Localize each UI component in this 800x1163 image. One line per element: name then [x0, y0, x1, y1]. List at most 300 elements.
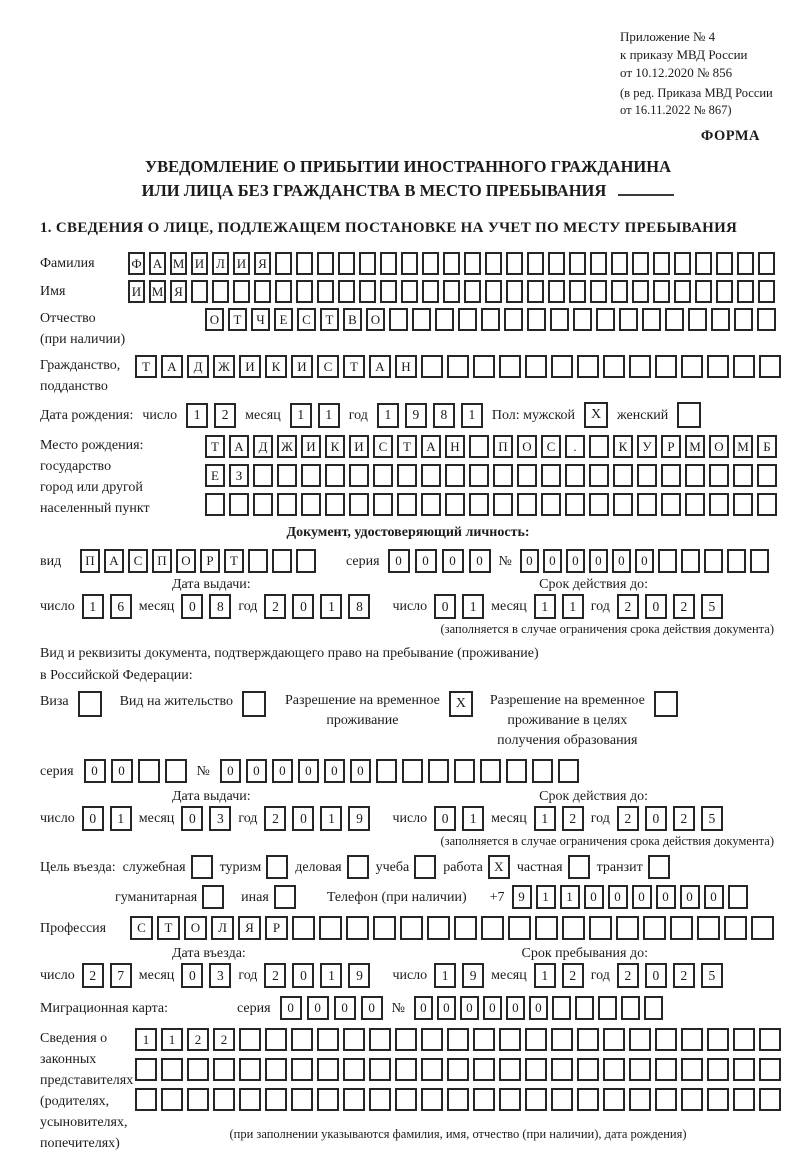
char-cell[interactable]: М [733, 435, 753, 458]
char-cell[interactable] [473, 1058, 495, 1081]
char-cell[interactable]: Ф [128, 252, 145, 275]
char-cell[interactable] [202, 885, 224, 909]
char-cell[interactable] [674, 280, 691, 303]
char-cell[interactable] [317, 252, 334, 275]
char-cell[interactable] [517, 493, 537, 516]
char-cell[interactable] [499, 1058, 521, 1081]
char-cell[interactable] [527, 280, 544, 303]
char-cell[interactable]: 3 [209, 806, 231, 831]
char-cell[interactable]: 8 [209, 594, 231, 619]
char-cell[interactable] [296, 549, 316, 573]
char-cell[interactable]: И [191, 252, 208, 275]
char-cell[interactable] [541, 493, 561, 516]
char-cell[interactable] [629, 355, 651, 378]
char-cell[interactable]: О [366, 308, 385, 331]
patronymic-grid[interactable] [205, 308, 776, 331]
char-cell[interactable] [319, 916, 342, 940]
char-cell[interactable] [397, 493, 417, 516]
char-cell[interactable]: 2 [562, 963, 584, 988]
char-cell[interactable] [589, 464, 609, 487]
char-cell[interactable]: 6 [110, 594, 132, 619]
char-cell[interactable]: 0 [220, 759, 241, 783]
iddoc-issue-year[interactable] [264, 594, 370, 619]
char-cell[interactable] [551, 1058, 573, 1081]
char-cell[interactable] [506, 252, 523, 275]
char-cell[interactable]: 2 [617, 594, 639, 619]
char-cell[interactable] [369, 1028, 391, 1051]
char-cell[interactable] [517, 464, 537, 487]
char-cell[interactable] [688, 308, 707, 331]
stay-until-year[interactable] [617, 963, 723, 988]
char-cell[interactable] [707, 355, 729, 378]
char-cell[interactable]: 2 [617, 963, 639, 988]
iddoc-number-grid[interactable] [520, 549, 769, 573]
char-cell[interactable]: 5 [701, 963, 723, 988]
char-cell[interactable]: 0 [434, 806, 456, 831]
char-cell[interactable]: 2 [264, 594, 286, 619]
char-cell[interactable] [677, 402, 701, 428]
representatives-grid-2[interactable] [135, 1058, 781, 1081]
char-cell[interactable] [681, 1058, 703, 1081]
char-cell[interactable] [506, 280, 523, 303]
char-cell[interactable]: 0 [82, 806, 104, 831]
char-cell[interactable]: 0 [292, 594, 314, 619]
char-cell[interactable] [603, 355, 625, 378]
char-cell[interactable] [445, 464, 465, 487]
char-cell[interactable] [751, 916, 774, 940]
char-cell[interactable] [493, 464, 513, 487]
char-cell[interactable] [349, 493, 369, 516]
char-cell[interactable] [291, 1028, 313, 1051]
char-cell[interactable] [613, 464, 633, 487]
char-cell[interactable] [401, 252, 418, 275]
char-cell[interactable]: 0 [645, 594, 667, 619]
char-cell[interactable]: 0 [414, 996, 433, 1020]
char-cell[interactable] [734, 308, 753, 331]
char-cell[interactable]: 1 [560, 885, 580, 909]
char-cell[interactable] [681, 549, 700, 573]
char-cell[interactable] [562, 916, 585, 940]
char-cell[interactable]: 1 [462, 806, 484, 831]
char-cell[interactable] [421, 355, 443, 378]
char-cell[interactable] [655, 1028, 677, 1051]
char-cell[interactable] [272, 549, 292, 573]
char-cell[interactable]: 1 [534, 806, 556, 831]
char-cell[interactable]: 0 [442, 549, 464, 573]
char-cell[interactable] [317, 1088, 339, 1111]
char-cell[interactable] [338, 280, 355, 303]
char-cell[interactable] [674, 252, 691, 275]
char-cell[interactable] [187, 1088, 209, 1111]
char-cell[interactable]: 1 [536, 885, 556, 909]
char-cell[interactable]: Л [212, 252, 229, 275]
firstname-grid[interactable] [128, 280, 775, 303]
iddoc-issue-day[interactable] [82, 594, 132, 619]
char-cell[interactable]: 1 [320, 594, 342, 619]
char-cell[interactable] [301, 493, 321, 516]
char-cell[interactable]: 0 [181, 806, 203, 831]
char-cell[interactable] [525, 1028, 547, 1051]
char-cell[interactable] [681, 1088, 703, 1111]
char-cell[interactable] [575, 996, 594, 1020]
birthdate-day-grid[interactable] [186, 403, 236, 428]
char-cell[interactable]: И [349, 435, 369, 458]
char-cell[interactable] [711, 308, 730, 331]
purpose-chastnaya-checkbox[interactable] [568, 855, 590, 879]
char-cell[interactable]: 0 [529, 996, 548, 1020]
char-cell[interactable] [359, 252, 376, 275]
char-cell[interactable]: X [449, 691, 473, 717]
char-cell[interactable] [445, 493, 465, 516]
char-cell[interactable]: 2 [82, 963, 104, 988]
char-cell[interactable] [707, 1058, 729, 1081]
char-cell[interactable] [422, 252, 439, 275]
char-cell[interactable]: 9 [348, 963, 370, 988]
char-cell[interactable] [253, 464, 273, 487]
char-cell[interactable] [402, 759, 423, 783]
char-cell[interactable]: А [104, 549, 124, 573]
char-cell[interactable]: 0 [181, 963, 203, 988]
char-cell[interactable] [661, 464, 681, 487]
char-cell[interactable] [568, 855, 590, 879]
char-cell[interactable] [373, 916, 396, 940]
char-cell[interactable] [598, 996, 617, 1020]
char-cell[interactable]: А [369, 355, 391, 378]
char-cell[interactable]: Н [395, 355, 417, 378]
char-cell[interactable] [551, 355, 573, 378]
representatives-grid-1[interactable] [135, 1028, 781, 1051]
char-cell[interactable] [527, 308, 546, 331]
char-cell[interactable] [421, 1088, 443, 1111]
char-cell[interactable] [428, 759, 449, 783]
char-cell[interactable] [317, 1058, 339, 1081]
char-cell[interactable]: 0 [334, 996, 356, 1020]
char-cell[interactable]: 0 [350, 759, 371, 783]
visa-checkbox[interactable] [78, 691, 102, 717]
char-cell[interactable] [421, 1028, 443, 1051]
char-cell[interactable] [454, 916, 477, 940]
char-cell[interactable] [469, 435, 489, 458]
iddoc-issue-month[interactable] [181, 594, 231, 619]
staydoc-issue-month[interactable] [181, 806, 231, 831]
char-cell[interactable] [400, 916, 423, 940]
char-cell[interactable] [233, 280, 250, 303]
char-cell[interactable] [277, 493, 297, 516]
char-cell[interactable]: 1 [320, 806, 342, 831]
entry-month[interactable] [181, 963, 231, 988]
char-cell[interactable] [161, 1058, 183, 1081]
char-cell[interactable] [373, 464, 393, 487]
char-cell[interactable]: И [233, 252, 250, 275]
char-cell[interactable] [135, 1088, 157, 1111]
char-cell[interactable] [621, 996, 640, 1020]
char-cell[interactable]: 0 [272, 759, 293, 783]
char-cell[interactable] [685, 464, 705, 487]
char-cell[interactable] [733, 493, 753, 516]
char-cell[interactable] [632, 280, 649, 303]
char-cell[interactable] [551, 1088, 573, 1111]
char-cell[interactable] [611, 252, 628, 275]
char-cell[interactable]: 8 [348, 594, 370, 619]
char-cell[interactable] [421, 464, 441, 487]
char-cell[interactable] [577, 355, 599, 378]
char-cell[interactable]: У [637, 435, 657, 458]
char-cell[interactable] [758, 252, 775, 275]
purpose-ucheba-checkbox[interactable] [414, 855, 436, 879]
char-cell[interactable]: Р [265, 916, 288, 940]
char-cell[interactable] [325, 464, 345, 487]
char-cell[interactable]: 0 [469, 549, 491, 573]
char-cell[interactable] [485, 252, 502, 275]
char-cell[interactable]: 0 [645, 806, 667, 831]
char-cell[interactable]: Т [343, 355, 365, 378]
char-cell[interactable]: 9 [462, 963, 484, 988]
char-cell[interactable] [213, 1058, 235, 1081]
char-cell[interactable] [481, 916, 504, 940]
char-cell[interactable] [421, 493, 441, 516]
char-cell[interactable]: 0 [460, 996, 479, 1020]
char-cell[interactable]: 0 [292, 806, 314, 831]
char-cell[interactable] [469, 464, 489, 487]
char-cell[interactable] [292, 916, 315, 940]
char-cell[interactable]: К [325, 435, 345, 458]
char-cell[interactable]: 0 [361, 996, 383, 1020]
char-cell[interactable] [187, 1058, 209, 1081]
char-cell[interactable] [347, 855, 369, 879]
char-cell[interactable]: 1 [320, 963, 342, 988]
char-cell[interactable] [573, 308, 592, 331]
residence-permit-checkbox[interactable] [242, 691, 266, 717]
char-cell[interactable]: О [709, 435, 729, 458]
char-cell[interactable] [525, 1088, 547, 1111]
char-cell[interactable] [733, 464, 753, 487]
char-cell[interactable]: 0 [246, 759, 267, 783]
char-cell[interactable] [616, 916, 639, 940]
char-cell[interactable] [619, 308, 638, 331]
staydoc-issue-year[interactable] [264, 806, 370, 831]
char-cell[interactable]: 0 [415, 549, 437, 573]
char-cell[interactable] [317, 1028, 339, 1051]
char-cell[interactable]: А [149, 252, 166, 275]
char-cell[interactable] [346, 916, 369, 940]
char-cell[interactable]: 0 [608, 885, 628, 909]
char-cell[interactable] [637, 464, 657, 487]
char-cell[interactable]: Д [253, 435, 273, 458]
char-cell[interactable]: 0 [520, 549, 539, 573]
char-cell[interactable] [681, 355, 703, 378]
char-cell[interactable] [565, 464, 585, 487]
char-cell[interactable]: О [205, 308, 224, 331]
purpose-turizm-checkbox[interactable] [266, 855, 288, 879]
char-cell[interactable] [653, 252, 670, 275]
char-cell[interactable]: 0 [434, 594, 456, 619]
char-cell[interactable] [577, 1028, 599, 1051]
char-cell[interactable] [655, 1058, 677, 1081]
char-cell[interactable] [493, 493, 513, 516]
char-cell[interactable] [644, 996, 663, 1020]
char-cell[interactable]: 0 [483, 996, 502, 1020]
char-cell[interactable] [499, 355, 521, 378]
char-cell[interactable]: Я [254, 252, 271, 275]
char-cell[interactable]: Ч [251, 308, 270, 331]
char-cell[interactable] [589, 435, 609, 458]
phone-grid[interactable] [512, 885, 748, 909]
char-cell[interactable]: 2 [673, 806, 695, 831]
char-cell[interactable] [611, 280, 628, 303]
char-cell[interactable] [709, 464, 729, 487]
char-cell[interactable] [369, 1058, 391, 1081]
char-cell[interactable] [248, 549, 268, 573]
char-cell[interactable] [191, 280, 208, 303]
char-cell[interactable]: 0 [566, 549, 585, 573]
char-cell[interactable] [658, 549, 677, 573]
staydoc-valid-day[interactable] [434, 806, 484, 831]
char-cell[interactable]: О [517, 435, 537, 458]
staydoc-issue-day[interactable] [82, 806, 132, 831]
char-cell[interactable] [359, 280, 376, 303]
char-cell[interactable] [759, 1028, 781, 1051]
char-cell[interactable]: 0 [298, 759, 319, 783]
char-cell[interactable] [343, 1058, 365, 1081]
char-cell[interactable] [632, 252, 649, 275]
char-cell[interactable] [759, 1088, 781, 1111]
char-cell[interactable] [443, 252, 460, 275]
char-cell[interactable]: И [239, 355, 261, 378]
char-cell[interactable]: 0 [589, 549, 608, 573]
char-cell[interactable]: Я [170, 280, 187, 303]
char-cell[interactable]: 0 [307, 996, 329, 1020]
char-cell[interactable]: С [541, 435, 561, 458]
purpose-gumanitarnaya-checkbox[interactable] [202, 885, 224, 909]
char-cell[interactable] [724, 916, 747, 940]
char-cell[interactable]: Н [445, 435, 465, 458]
migration-series-grid[interactable] [280, 996, 383, 1020]
sex-female-checkbox[interactable] [677, 402, 701, 428]
char-cell[interactable] [550, 308, 569, 331]
staydoc-number-grid[interactable] [220, 759, 579, 783]
char-cell[interactable]: К [265, 355, 287, 378]
char-cell[interactable]: 1 [562, 594, 584, 619]
char-cell[interactable] [603, 1028, 625, 1051]
char-cell[interactable] [759, 1058, 781, 1081]
char-cell[interactable] [577, 1088, 599, 1111]
char-cell[interactable] [414, 855, 436, 879]
char-cell[interactable]: Ж [213, 355, 235, 378]
char-cell[interactable] [376, 759, 397, 783]
char-cell[interactable]: 2 [673, 594, 695, 619]
char-cell[interactable] [648, 855, 670, 879]
char-cell[interactable]: 0 [324, 759, 345, 783]
char-cell[interactable] [265, 1028, 287, 1051]
char-cell[interactable] [242, 691, 266, 717]
char-cell[interactable]: М [685, 435, 705, 458]
birthdate-month-grid[interactable] [290, 403, 340, 428]
char-cell[interactable] [535, 916, 558, 940]
char-cell[interactable] [401, 280, 418, 303]
char-cell[interactable] [603, 1088, 625, 1111]
char-cell[interactable]: 1 [534, 594, 556, 619]
char-cell[interactable] [443, 280, 460, 303]
char-cell[interactable] [254, 280, 271, 303]
char-cell[interactable] [239, 1058, 261, 1081]
char-cell[interactable] [665, 308, 684, 331]
char-cell[interactable]: Т [205, 435, 225, 458]
char-cell[interactable]: 2 [617, 806, 639, 831]
char-cell[interactable]: 0 [84, 759, 106, 783]
char-cell[interactable]: 2 [214, 403, 236, 428]
birthplace-grid-2[interactable] [205, 464, 777, 487]
char-cell[interactable]: Т [397, 435, 417, 458]
char-cell[interactable] [759, 355, 781, 378]
char-cell[interactable] [265, 1088, 287, 1111]
char-cell[interactable]: 0 [645, 963, 667, 988]
char-cell[interactable]: 0 [292, 963, 314, 988]
char-cell[interactable] [733, 1058, 755, 1081]
char-cell[interactable] [480, 759, 501, 783]
char-cell[interactable] [317, 280, 334, 303]
char-cell[interactable] [728, 885, 748, 909]
char-cell[interactable] [654, 691, 678, 717]
char-cell[interactable]: 2 [264, 806, 286, 831]
char-cell[interactable] [369, 1088, 391, 1111]
char-cell[interactable] [473, 1088, 495, 1111]
char-cell[interactable]: 1 [135, 1028, 157, 1051]
char-cell[interactable] [527, 252, 544, 275]
char-cell[interactable]: Л [211, 916, 234, 940]
char-cell[interactable] [709, 493, 729, 516]
char-cell[interactable]: Е [205, 464, 225, 487]
char-cell[interactable] [590, 252, 607, 275]
rvp-checkbox[interactable] [449, 691, 473, 717]
char-cell[interactable]: 0 [506, 996, 525, 1020]
entry-day[interactable] [82, 963, 132, 988]
char-cell[interactable]: Т [157, 916, 180, 940]
char-cell[interactable]: Т [228, 308, 247, 331]
char-cell[interactable] [525, 1058, 547, 1081]
char-cell[interactable] [397, 464, 417, 487]
char-cell[interactable]: С [130, 916, 153, 940]
char-cell[interactable] [506, 759, 527, 783]
char-cell[interactable]: 2 [213, 1028, 235, 1051]
char-cell[interactable] [643, 916, 666, 940]
char-cell[interactable] [757, 308, 776, 331]
char-cell[interactable] [757, 464, 777, 487]
char-cell[interactable] [757, 493, 777, 516]
char-cell[interactable]: 9 [405, 403, 427, 428]
char-cell[interactable]: П [152, 549, 172, 573]
char-cell[interactable] [422, 280, 439, 303]
char-cell[interactable] [421, 1058, 443, 1081]
char-cell[interactable]: 8 [433, 403, 455, 428]
char-cell[interactable]: 0 [656, 885, 676, 909]
purpose-tranzit-checkbox[interactable] [648, 855, 670, 879]
char-cell[interactable]: 3 [209, 963, 231, 988]
char-cell[interactable]: 2 [562, 806, 584, 831]
char-cell[interactable] [603, 1058, 625, 1081]
char-cell[interactable]: 5 [701, 806, 723, 831]
char-cell[interactable] [473, 355, 495, 378]
char-cell[interactable]: Б [757, 435, 777, 458]
char-cell[interactable] [301, 464, 321, 487]
char-cell[interactable] [380, 252, 397, 275]
char-cell[interactable] [589, 493, 609, 516]
stay-until-month[interactable] [534, 963, 584, 988]
char-cell[interactable] [395, 1058, 417, 1081]
char-cell[interactable] [213, 1088, 235, 1111]
char-cell[interactable]: С [128, 549, 148, 573]
char-cell[interactable] [737, 280, 754, 303]
char-cell[interactable]: 0 [632, 885, 652, 909]
